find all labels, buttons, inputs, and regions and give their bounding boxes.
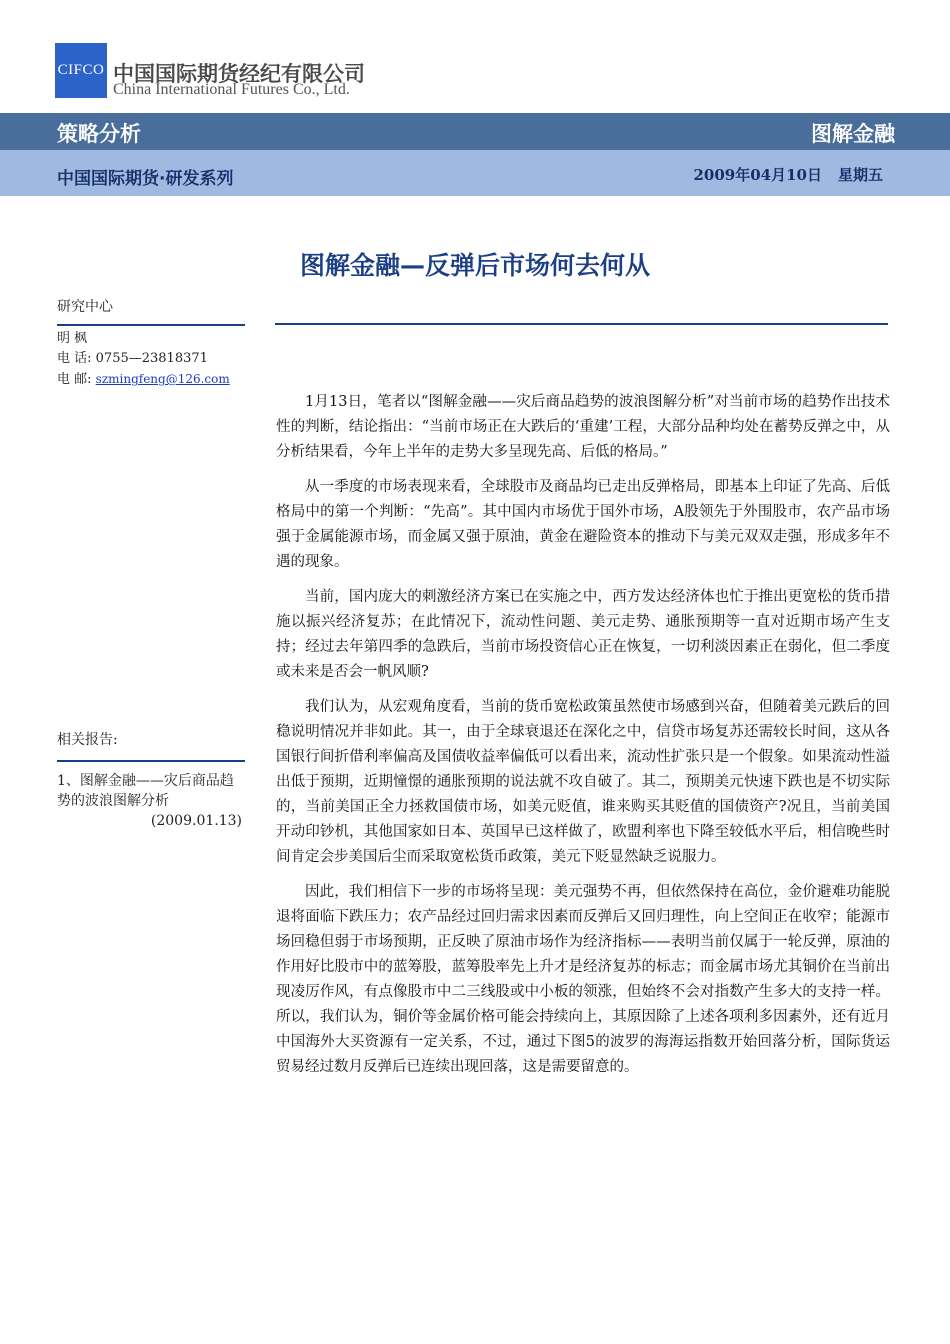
date-text: 2009年04月10日 [693,166,822,184]
phone-label: 电 话: [57,351,92,366]
paragraph: 因此，我们相信下一步的市场将呈现：美元强势不再，但依然保持在高位，金价避难功能脱退将面临下跌压力；农产品经过回归需求因素而反弹后又回归理性，向上空间正在收窄；能源市场回稳但弱于市场预期，正反映了原油市场作为经济指标——表明当前仅属于一轮反弹，原油的作用好比股市中的蓝筹股，蓝筹股率先上升才是经济复苏的标志；而金属市场尤其铜价在当前出现凌厉作风，有点像股市中二三线股或中小板的领涨，但始终不会对指数产生多大的支持一样。所以，我们认为，铜价等金属价格可能会持续向上，其原因除了上述各项利多因素外，还有近月中国海外大买资源有一定关系，不过，通过下图5的波罗的海海运指数开始回落分析，国际货运贸易经过数月反弹后已连续出现回落，这是需要留意的。 [276,884,890,1075]
series-band [0,150,950,196]
email-row [57,369,245,390]
paragraph: 当前，国内庞大的刺激经济方案已在实施之中，西方发达经济体也忙于推出更宽松的货币措施以振兴经济复苏；在此情况下，流动性问题、美元走势、通胀预期等一直对近期市场产生支持；经过去年第四季的急跌后，当前市场投资信心正在恢复，一切利淡因素正在弱化，但二季度或未来是否会一帆风顺? [276,589,890,680]
email-label: 电 邮: [57,372,92,387]
related-report-date: (2009.01.13) [150,813,242,829]
weekday-text: 星期五 [837,166,883,184]
related-divider [57,760,245,762]
category-label: 策略分析 [57,122,141,146]
category-band [0,113,950,150]
related-report-title: 1、图解金融——灾后商品趋势的波浪图解分析 [57,773,234,809]
column-label: 图解金融 [811,122,895,146]
author-name: 明 枫 [57,331,88,346]
company-name-cn: 中国国际期货经纪有限公司 [113,62,365,86]
email-link[interactable]: szmingfeng@126.com [95,372,230,386]
related-reports-heading: 相关报告: [57,732,118,748]
sidebar-divider [57,324,245,326]
series-label: 中国国际期货·研发系列 [57,169,234,189]
paragraph: 1月13日，笔者以“图解金融——灾后商品趋势的波浪图解分析”对当前市场的趋势作出技术性的判断，结论指出：“当前市场正在大跌后的‘重建’工程，大部分品种均处在蓄势反弹之中，从分析结果看，今年上半年的走势大多呈现先高、后低的格局。” [276,394,890,460]
research-dept: 研究中心 [57,299,113,315]
phone-row [57,349,245,369]
related-report-item[interactable] [57,771,245,831]
company-name-en: China International Futures Co., Ltd. [113,81,350,98]
title-divider [275,323,888,325]
page-title: 图解金融—反弹后市场何去何从 [299,251,650,280]
paragraph: 从一季度的市场表现来看，全球股市及商品均已走出反弹格局，即基本上印证了先高、后低格局中的第一个判断：“先高”。其中国内市场优于国外市场，A股领先于外围股市，农产品市场强于金属能源市场，而金属又强于原油，黄金在避险资本的推动下与美元双双走强，形成多年不遇的现象。 [276,479,890,570]
paragraph: 我们认为，从宏观角度看，当前的货币宽松政策虽然使市场感到兴奋，但随着美元跌后的回稳说明情况并非如此。其一，由于全球衰退还在深化之中，信贷市场复苏还需较长时间，这从各国银行间折借利率偏高及国债收益率偏低可以看出来，流动性扩张只是一个假象。如果流动性溢出低于预期，近期憧憬的通胀预期的说法就不攻自破了。其二，预期美元快速下跌也是不切实际的，当前美国正全力拯救国债市场，如美元贬值，谁来购买其贬值的国债资产?况且，当前美国开动印钞机，其他国家如日本、英国早已这样做了，欧盟利率也下降至较低水平后，相信晚些时间肯定会步美国后尘而采取宽松货币政策，美元下贬显然缺乏说服力。 [276,699,890,865]
report-date [693,164,883,185]
article-body [276,390,890,1090]
company-logo: CIFCO [55,43,107,98]
phone-number: 0755—23818371 [95,351,208,366]
author-contact [57,329,245,390]
